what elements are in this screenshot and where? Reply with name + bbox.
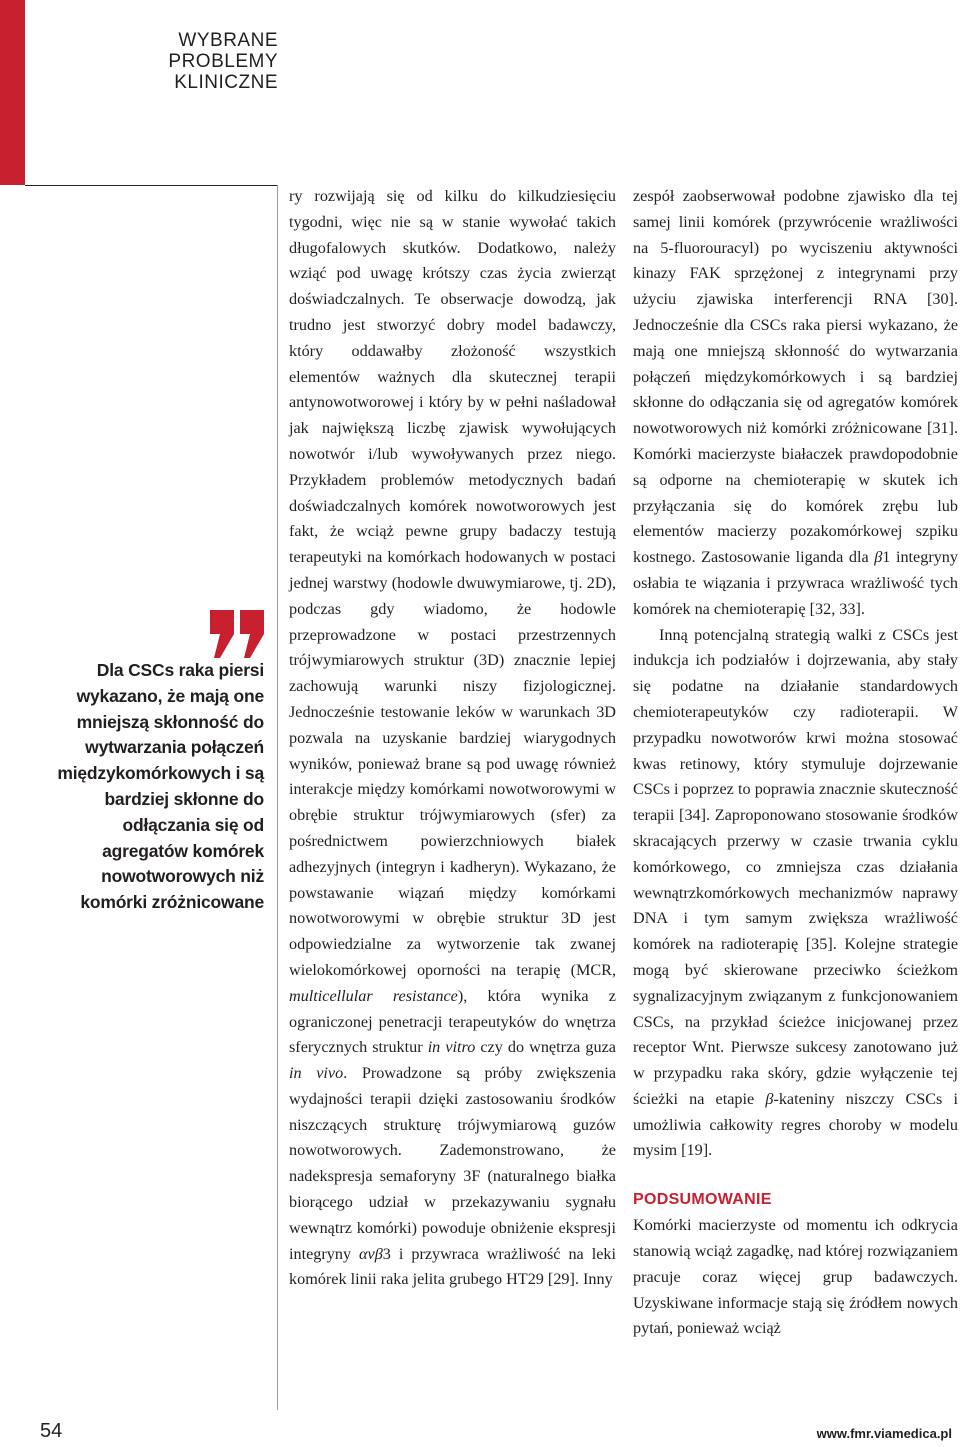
paragraph: Komórki macierzyste od momentu ich odkrycia stanowią wciąż zagadkę, nad której rozwiązaniem pracuje coraz więcej grup badawczych. Uzyskiwane informacje stają się źródłem nowych pytań, ponieważ wciąż bbox=[633, 1216, 958, 1338]
text-column-left bbox=[289, 184, 616, 1293]
pull-quote bbox=[40, 658, 264, 916]
page-number: 54 bbox=[40, 1420, 63, 1442]
column-divider bbox=[277, 185, 278, 1410]
journal-url[interactable]: www.fmr.viamedica.pl bbox=[816, 1426, 952, 1441]
header-divider bbox=[25, 185, 278, 186]
paragraph: zespół zaobserwował podobne zjawisko dla tej samej linii komórek (przywrócenie wrażliwości na 5-fluorouracyl) po wyciszeniu aktywności kinazy FAK sprzężonej z integrynami przy użyciu zjawiska interferencji RNA [30]. Jednocześnie dla CSCs raka piersi wykazano, że mają one mniejszą skłonność do wytwarzania połączeń międzykomórkowych i są bardziej skłonne do odłączania się od agregatów komórek nowotworowych niż komórki zróżnicowane [31]. Komórki macierzyste białaczek prawdopodobnie są odporne na chemioterapię w skutek ich przyłączania się do komórek zrębu lub elementów macierzy pozakomórkowej szpiku kostnego. Zastosowanie liganda dla β1 integryny osłabia te wiązania i przywraca wrażliwość tych komórek na chemioterapię [32, 33]. bbox=[633, 187, 958, 618]
section-heading: PODSUMOWANIE bbox=[633, 1191, 772, 1209]
quote-icon bbox=[202, 590, 272, 660]
paragraph: ry rozwijają się od kilku do kilkudziesięciu tygodni, więc nie są w stanie wywołać takich długofalowych skutków. Dodatkowo, należy wziąć pod uwagę krótszy czas życia zwierząt doświadczalnych. Te obserwacje dowodzą, jak trudno jest stworzyć dobry model badawczy, który oddawałby złożoność wszystkich elementów ważnych dla skutecznej terapii antynowotworowej i który by w pełni naśladował jak największą liczbę zjawisk wywołujących nowotwór i/lub wywoływanych przez niego. Przykładem problemów metodycznych badań doświadczalnych komórek nowotworowych jest fakt, że wciąż pewne grupy badaczy testują terapeutyki na komórkach hodowanych w postaci jednej warstwy (hodowle dwuwymiarowe, tj. 2D), podczas gdy wiadomo, że hodowle przeprowadzone w postaci przestrzennych trójwymiarowych struktur (3D) znacznie lepiej zachowują warunki niszy fizjologicznej. Jednocześnie testowanie leków w warunkach 3D pozwala na uzyskanie bardziej wiarygodnych wyników, ponieważ brane są pod uwagę również interakcje między komórkami nowotworowymi w obrębie struktur trójwymiarowych (sfer) za pośrednictwem powierzchniowych białek adhezyjnych (integryn i kadheryn). Wykazano, że powstawanie wiązań między komórkami nowotworowymi w obrębie struktur 3D jest odpowiedzialne za wytworzenie tak zwanej wielokomórkowej oporności na terapię (MCR, multicellular resistance), która wynika z ograniczonej penetracji terapeutyków do wnętrza sferycznych struktur in vitro czy do wnętrza guza in vivo. Prowadzone są próby zwiększenia wydajności terapii dzięki zastosowaniu środków niszczących strukturę trójwymiarową guzów nowotworowych. Zademonstrowano, że nadekspresja semaforyny 3F (naturalnego białka biorącego udział w przekazywaniu sygnału wewnątrz komórki) powoduje obniżenie ekspresji integryny αvβ3 i przywraca wrażliwość na leki komórek linii raka jelita grubego HT29 [29]. Inny bbox=[289, 187, 617, 1289]
paragraph: Inną potencjalną strategią walki z CSCs jest indukcja ich podziałów i dojrzewania, aby stały się podatne na działanie standardowych chemioterapeutyków czy radioterapii. W przypadku nowotworów krwi można stosować kwas retinowy, który stymuluje dojrzewanie CSCs i poprzez to poprawia znacznie skuteczność terapii [34]. Zaproponowano stosowanie środków skracających przerwy w czasie trwania cyklu komórkowego, co zmniejsza czas działania wewnątrzkomórkowych mechanizmów naprawy DNA i tym samym zwiększa wrażliwość komórek na radioterapię [35]. Kolejne strategie mogą być skierowane przeciwko ścieżkom sygnalizacyjnym związanym z funkcjonowaniem CSCs, na przykład ścieżce inicjowanej przez receptor Wnt. Pierwsze sukcesy zanotowano już w przypadku raka skóry, gdzie wyłączenie tej ścieżki na etapie β-kateniny niszczy CSCs i umożliwia całkowity regres choroby w modelu mysim [19]. bbox=[633, 625, 958, 1160]
section-label: WYBRANE PROBLEMY KLINICZNE bbox=[168, 30, 278, 93]
section-color-bar bbox=[0, 0, 25, 185]
pull-quote-text: Dla CSCs raka piersi wykazano, że mają one mniejszą skłonność do wytwarzania połączeń międzykomórkowych i są bardziej skłonne do odłączania się od agregatów komórek nowotworowych niż komórki zróżnicowane bbox=[57, 660, 264, 913]
text-column-right bbox=[633, 184, 958, 1342]
